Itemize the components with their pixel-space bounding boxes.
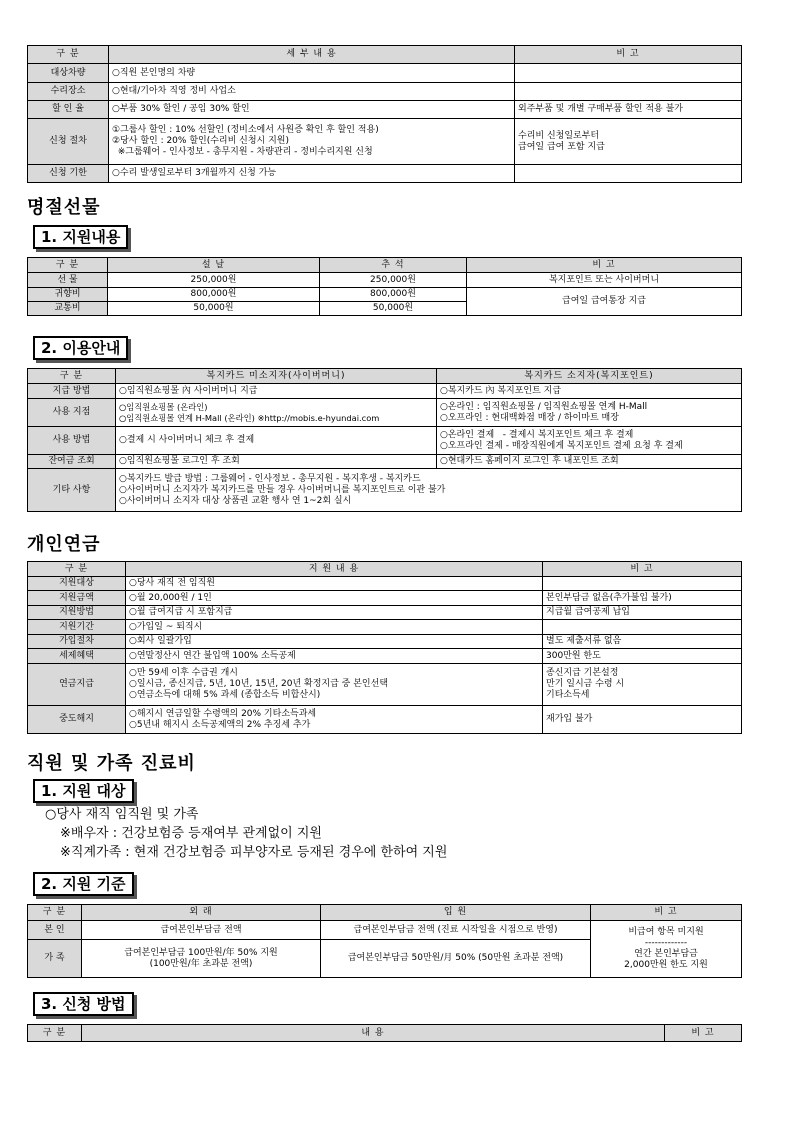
cyber-money-cell: ○임직원쇼핑몰 (온라인) ○임직원쇼핑몰 연계 H-Mall (온라인) ※http://mobis.e-hyundai.com: [116, 399, 437, 427]
row-content: ○부품 30% 할인 / 공임 30% 할인: [109, 101, 515, 119]
support-target-line: ※배우자 : 건강보험증 등재여부 관계없이 지원: [60, 826, 322, 841]
header-cell: 비 고: [515, 46, 742, 64]
subsection-support-content: 1. 지원내용: [33, 225, 128, 249]
chuseok-value: 250,000원: [320, 273, 467, 288]
inpatient-cell: 급여본인부담금 전액 (진료 시작일을 시점으로 반영): [321, 921, 591, 940]
row-content: ○연말정산시 연간 불입액 100% 소득공제: [126, 649, 543, 664]
header-cell: 구 분: [28, 1025, 82, 1042]
welfare-point-cell: ○온라인 : 임직원쇼핑몰 / 임직원쇼핑몰 연계 H-Mall ○오프라인 : 현대백화점 매장 / 하이마트 매장: [437, 399, 742, 427]
row-label: 사용 지점: [28, 399, 116, 427]
header-cell: 지 원 내 용: [126, 562, 543, 577]
header-cell: 복지카드 소지자(복지포인트): [437, 369, 742, 384]
application-table: [27, 1024, 742, 1042]
row-content: ○월 20,000원 / 1인: [126, 591, 543, 606]
cyber-money-cell: ○임직원쇼핑몰 로그인 후 조회: [116, 455, 437, 469]
header-cell: 입 원: [321, 905, 591, 921]
row-note: [515, 64, 742, 83]
row-label: 지원금액: [28, 591, 126, 606]
welfare-point-cell: ○현대카드 홈페이지 로그인 후 내포인트 조회: [437, 455, 742, 469]
subsection-usage-guide: 2. 이용안내: [33, 336, 128, 360]
header-cell: 구 분: [28, 562, 126, 577]
row-label: 신청 절차: [28, 119, 109, 165]
row-note: 종신지급 기본설정 만기 일시금 수령 시 기타소득세: [543, 664, 742, 706]
header-cell: 비 고: [665, 1025, 742, 1042]
row-note: [543, 577, 742, 591]
row-content: ①그룹사 할인 : 10% 선할인 (정비소에서 사원증 확인 후 할인 적용) ②당사 할인 : 20% 할인(수리비 신청시 지원) ※그룹웨어 - 인사정보 - 총무지원 - 차량관리 - 정비수리지원 신청: [109, 119, 515, 165]
seollal-value: 50,000원: [108, 302, 320, 316]
row-label: 지원기간: [28, 620, 126, 635]
row-content: ○직원 본인명의 차량: [109, 64, 515, 83]
inpatient-cell: 급여본인부담금 50만원/月 50% (50만원 초과분 전액): [321, 940, 591, 978]
row-note: 비급여 항목 미지원 ------------- 연간 본인부담금 2,000만원 한도 지원: [591, 921, 742, 978]
row-label: 교통비: [28, 302, 108, 316]
header-cell: 구 분: [28, 46, 109, 64]
row-note: 재가입 불가: [543, 706, 742, 734]
cyber-money-cell: ○결제 시 사이버머니 체크 후 결제: [116, 427, 437, 455]
subsection-support-criteria: 2. 지원 기준: [33, 872, 134, 896]
row-content: ○회사 일괄가입: [126, 635, 543, 649]
subsection-application-method: 3. 신청 방법: [33, 992, 134, 1016]
row-label: 지원대상: [28, 577, 126, 591]
row-content: ○당사 재직 전 임직원: [126, 577, 543, 591]
medical-criteria-table: [27, 904, 742, 978]
row-label: 지급 방법: [28, 384, 116, 399]
section-title-holiday: 명절선물: [27, 197, 101, 218]
row-note: [543, 620, 742, 635]
row-content: ○가입일 ~ 퇴직시: [126, 620, 543, 635]
outpatient-cell: 급여본인부담금 100만원/年 50% 지원 (100만원/年 초과분 전액): [82, 940, 321, 978]
header-cell: 비 고: [543, 562, 742, 577]
row-note: [515, 83, 742, 101]
row-content: ○월 급여지급 시 포함지급: [126, 606, 543, 620]
seollal-value: 250,000원: [108, 273, 320, 288]
row-note: 지급월 급여공제 납입: [543, 606, 742, 620]
header-cell: 세 부 내 용: [109, 46, 515, 64]
row-label: 지원방법: [28, 606, 126, 620]
row-note: 본인부담금 없음(추가불입 불가): [543, 591, 742, 606]
seollal-value: 800,000원: [108, 288, 320, 302]
row-label: 수리장소: [28, 83, 109, 101]
row-label: 세제혜택: [28, 649, 126, 664]
outpatient-cell: 급여본인부담금 전액: [82, 921, 321, 940]
header-cell: 복지카드 미소지자(사이버머니): [116, 369, 437, 384]
section-title-medical: 직원 및 가족 진료비: [27, 753, 196, 774]
row-label: 사용 방법: [28, 427, 116, 455]
header-cell: 내 용: [82, 1025, 665, 1042]
row-note: 수리비 신청일로부터 급여일 급여 포함 지급: [515, 119, 742, 165]
row-label: 본 인: [28, 921, 82, 940]
row-label: 기타 사항: [28, 469, 116, 512]
row-note: 300만원 한도: [543, 649, 742, 664]
chuseok-value: 50,000원: [320, 302, 467, 316]
row-label: 연금지급: [28, 664, 126, 706]
row-label: 가 족: [28, 940, 82, 978]
holiday-usage-table: [27, 368, 742, 512]
header-cell: 비 고: [467, 258, 742, 273]
chuseok-value: 800,000원: [320, 288, 467, 302]
row-label: 대상차량: [28, 64, 109, 83]
header-cell: 비 고: [591, 905, 742, 921]
row-label: 가입절차: [28, 635, 126, 649]
row-content: ○현대/기아차 직영 정비 사업소: [109, 83, 515, 101]
row-label: 할 인 율: [28, 101, 109, 119]
welfare-point-cell: ○복지카드 內 복지포인트 지급: [437, 384, 742, 399]
row-content: ○만 59세 이후 수급권 개시 ○일시금, 종신지급, 5년, 10년, 15년, 20년 확정지급 중 본인선택 ○연금소득에 대해 5% 과세 (종합소득 비합산시): [126, 664, 543, 706]
other-notes-cell: ○복지카드 발급 방법 : 그룹웨어 - 인사정보 - 총무지원 - 복지후생 - 복지카드 ○사이버머니 소지자가 복지카드를 만들 경우 사이버머니를 복지포인트로 이관 불가 ○사이버머니 소지자 대상 상품권 교환 행사 연 1~2회 실시: [116, 469, 742, 512]
support-target-line: ※직계가족 : 현재 건강보험증 피부양자로 등재된 경우에 한하여 지원: [60, 845, 448, 860]
subsection-support-target: 1. 지원 대상: [33, 779, 134, 803]
header-cell: 구 분: [28, 369, 116, 384]
row-label: 귀향비: [28, 288, 108, 302]
row-note: 외주부품 및 개별 구매부품 할인 적용 불가: [515, 101, 742, 119]
section-title-pension: 개인연금: [27, 534, 101, 555]
row-label: 신청 기한: [28, 165, 109, 183]
row-label: 중도해지: [28, 706, 126, 734]
holiday-gift-table: [27, 257, 742, 316]
header-cell: 설 날: [108, 258, 320, 273]
row-note: 급여일 급여통장 지급: [467, 288, 742, 316]
header-cell: 구 분: [28, 905, 82, 921]
row-content: ○해지시 연금일할 수령액의 20% 기타소득과세 ○5년내 해지시 소득공제액의 2% 추징세 추가: [126, 706, 543, 734]
row-label: 잔여금 조회: [28, 455, 116, 469]
support-target-line: ○당사 재직 임직원 및 가족: [45, 807, 199, 822]
pension-table: [27, 561, 742, 734]
row-note: 복지포인트 또는 사이버머니: [467, 273, 742, 288]
row-note: 별도 제출서류 없음: [543, 635, 742, 649]
row-label: 선 물: [28, 273, 108, 288]
header-cell: 외 래: [82, 905, 321, 921]
cyber-money-cell: ○임직원쇼핑몰 內 사이버머니 지급: [116, 384, 437, 399]
welfare-point-cell: ○온라인 결제 - 결제시 복지포인트 체크 후 결제 ○오프라인 결제 - 매장직원에게 복지포인트 결제 요청 후 결제: [437, 427, 742, 455]
row-content: ○수리 발생일로부터 3개월까지 신청 가능: [109, 165, 515, 183]
repair-table: [27, 45, 742, 183]
header-cell: 구 분: [28, 258, 108, 273]
header-cell: 추 석: [320, 258, 467, 273]
row-note: [515, 165, 742, 183]
